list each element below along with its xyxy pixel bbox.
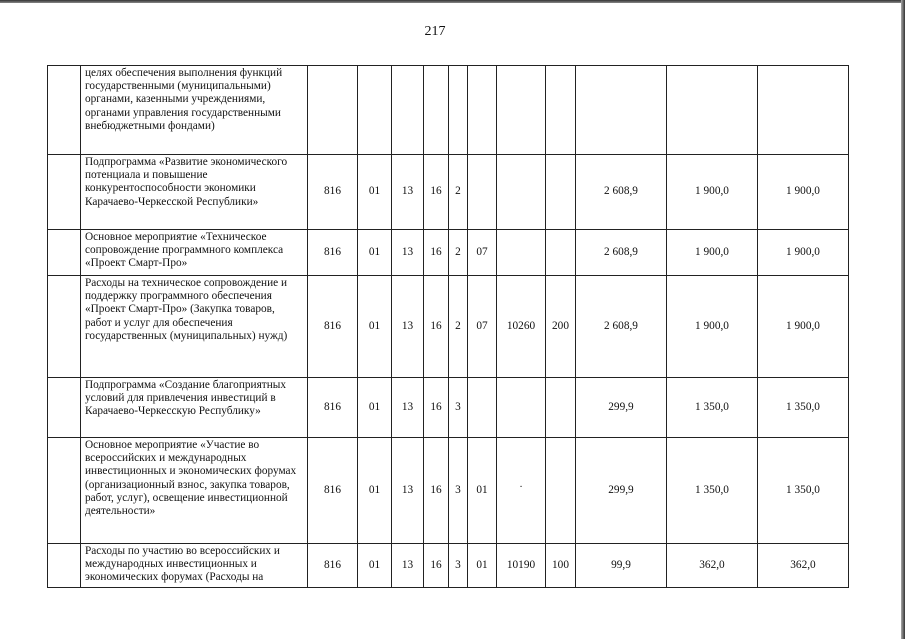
direction-code-cell: 10190 [497, 544, 546, 588]
row-index-cell [48, 544, 81, 588]
program-code-cell [424, 66, 449, 155]
main-measure-code-cell: 01 [468, 544, 497, 588]
table-row [48, 66, 849, 155]
main-measure-code-cell: 01 [468, 438, 497, 544]
row-index-cell [48, 276, 81, 378]
sum-year2-cell: 1 350,0 [667, 378, 758, 438]
admin-code-cell: 816 [308, 276, 358, 378]
section-code-cell: 01 [358, 544, 392, 588]
sum-year1-cell: 2 608,9 [576, 276, 667, 378]
expense-type-cell [546, 378, 576, 438]
section-code-cell: 01 [358, 438, 392, 544]
main-measure-code-cell: 07 [468, 276, 497, 378]
main-measure-code-cell [468, 378, 497, 438]
sum-year2-cell: 1 900,0 [667, 230, 758, 276]
row-description: Расходы по участию во всероссийских и международных инвестиционных и экономических форумах (Расходы на [81, 544, 308, 588]
program-code-cell: 16 [424, 155, 449, 230]
row-index-cell [48, 155, 81, 230]
row-description: Расходы на техническое сопровождение и поддержку программного обеспечения «Проект Смарт-Про» (Закупка товаров, работ и услуг для обеспечения государственных (муниципальных) нужд) [81, 276, 308, 378]
sum-year3-cell: 1 900,0 [758, 230, 849, 276]
row-description: Основное мероприятие «Участие во всероссийских и международных инвестиционных и экономических форумах (организационный взнос, закупка товаров, работ, услуг), освещение инвестиционной деятельности» [81, 438, 308, 544]
program-code-cell: 16 [424, 276, 449, 378]
sum-year3-cell: 1 350,0 [758, 378, 849, 438]
sum-year3-cell [758, 66, 849, 155]
subprogram-code-cell: 3 [449, 378, 468, 438]
sum-year2-cell: 1 900,0 [667, 155, 758, 230]
subprogram-code-cell: 2 [449, 155, 468, 230]
section-code-cell: 01 [358, 230, 392, 276]
row-index-cell [48, 378, 81, 438]
scan-edge-top [0, 0, 905, 3]
direction-code-cell [497, 438, 546, 544]
subsection-code-cell: 13 [392, 276, 424, 378]
subsection-code-cell [392, 66, 424, 155]
main-measure-code-cell: 07 [468, 230, 497, 276]
row-description: Основное мероприятие «Техническое сопровождение программного комплекса «Проект Смарт-Про» [81, 230, 308, 276]
section-code-cell: 01 [358, 378, 392, 438]
sum-year3-cell: 1 900,0 [758, 155, 849, 230]
sum-year1-cell: 99,9 [576, 544, 667, 588]
subsection-code-cell: 13 [392, 155, 424, 230]
scan-edge-right [901, 0, 905, 639]
program-code-cell: 16 [424, 378, 449, 438]
program-code-cell: 16 [424, 230, 449, 276]
sum-year1-cell: 2 608,9 [576, 230, 667, 276]
page-number: 217 [424, 24, 446, 39]
program-code-cell: 16 [424, 438, 449, 544]
admin-code-cell: 816 [308, 155, 358, 230]
program-code-cell: 16 [424, 544, 449, 588]
row-index-cell [48, 66, 81, 155]
expense-type-cell [546, 438, 576, 544]
main-measure-code-cell [468, 66, 497, 155]
subprogram-code-cell: 2 [449, 276, 468, 378]
sum-year3-cell: 362,0 [758, 544, 849, 588]
direction-code-cell [497, 66, 546, 155]
table-row [48, 276, 849, 378]
admin-code-cell [308, 66, 358, 155]
admin-code-cell: 816 [308, 378, 358, 438]
table-row [48, 378, 849, 438]
direction-code-cell [497, 378, 546, 438]
sum-year1-cell: 299,9 [576, 378, 667, 438]
admin-code-cell: 816 [308, 230, 358, 276]
section-code-cell [358, 66, 392, 155]
expense-type-cell [546, 230, 576, 276]
sum-year2-cell: 1 900,0 [667, 276, 758, 378]
sum-year2-cell: 362,0 [667, 544, 758, 588]
admin-code-cell: 816 [308, 438, 358, 544]
sum-year2-cell: 1 350,0 [667, 438, 758, 544]
expense-type-cell: 100 [546, 544, 576, 588]
row-index-cell [48, 230, 81, 276]
admin-code-cell: 816 [308, 544, 358, 588]
direction-code-cell [497, 155, 546, 230]
expense-type-cell [546, 66, 576, 155]
subprogram-code-cell: 2 [449, 230, 468, 276]
subsection-code-cell: 13 [392, 544, 424, 588]
direction-code-cell: 10260 [497, 276, 546, 378]
section-code-cell: 01 [358, 155, 392, 230]
row-description: Подпрограмма «Создание благоприятных условий для привлечения инвестиций в Карачаево-Черкесскую Республику» [81, 378, 308, 438]
sum-year3-cell: 1 900,0 [758, 276, 849, 378]
sum-year2-cell [667, 66, 758, 155]
sum-year1-cell: 2 608,9 [576, 155, 667, 230]
row-description: Подпрограмма «Развитие экономического потенциала и повышение конкурентоспособности экономики Карачаево-Черкесской Республики» [81, 155, 308, 230]
subprogram-code-cell: 3 [449, 544, 468, 588]
subprogram-code-cell: 3 [449, 438, 468, 544]
subsection-code-cell: 13 [392, 230, 424, 276]
table-row [48, 155, 849, 230]
sum-year1-cell [576, 66, 667, 155]
table-row [48, 230, 849, 276]
main-measure-code-cell [468, 155, 497, 230]
direction-code-cell [497, 230, 546, 276]
subsection-code-cell: 13 [392, 378, 424, 438]
expense-type-cell: 200 [546, 276, 576, 378]
row-index-cell [48, 438, 81, 544]
table-row [48, 438, 849, 544]
expense-type-cell [546, 155, 576, 230]
row-description: целях обеспечения выполнения функций государственными (муниципальными) органами, казенными учреждениями, органами управления государственными внебюджетными фондами) [81, 66, 308, 155]
section-code-cell: 01 [358, 276, 392, 378]
scan-speck: · [519, 481, 523, 493]
subsection-code-cell: 13 [392, 438, 424, 544]
subprogram-code-cell [449, 66, 468, 155]
budget-table [47, 65, 849, 588]
sum-year3-cell: 1 350,0 [758, 438, 849, 544]
table-row [48, 544, 849, 588]
sum-year1-cell: 299,9 [576, 438, 667, 544]
